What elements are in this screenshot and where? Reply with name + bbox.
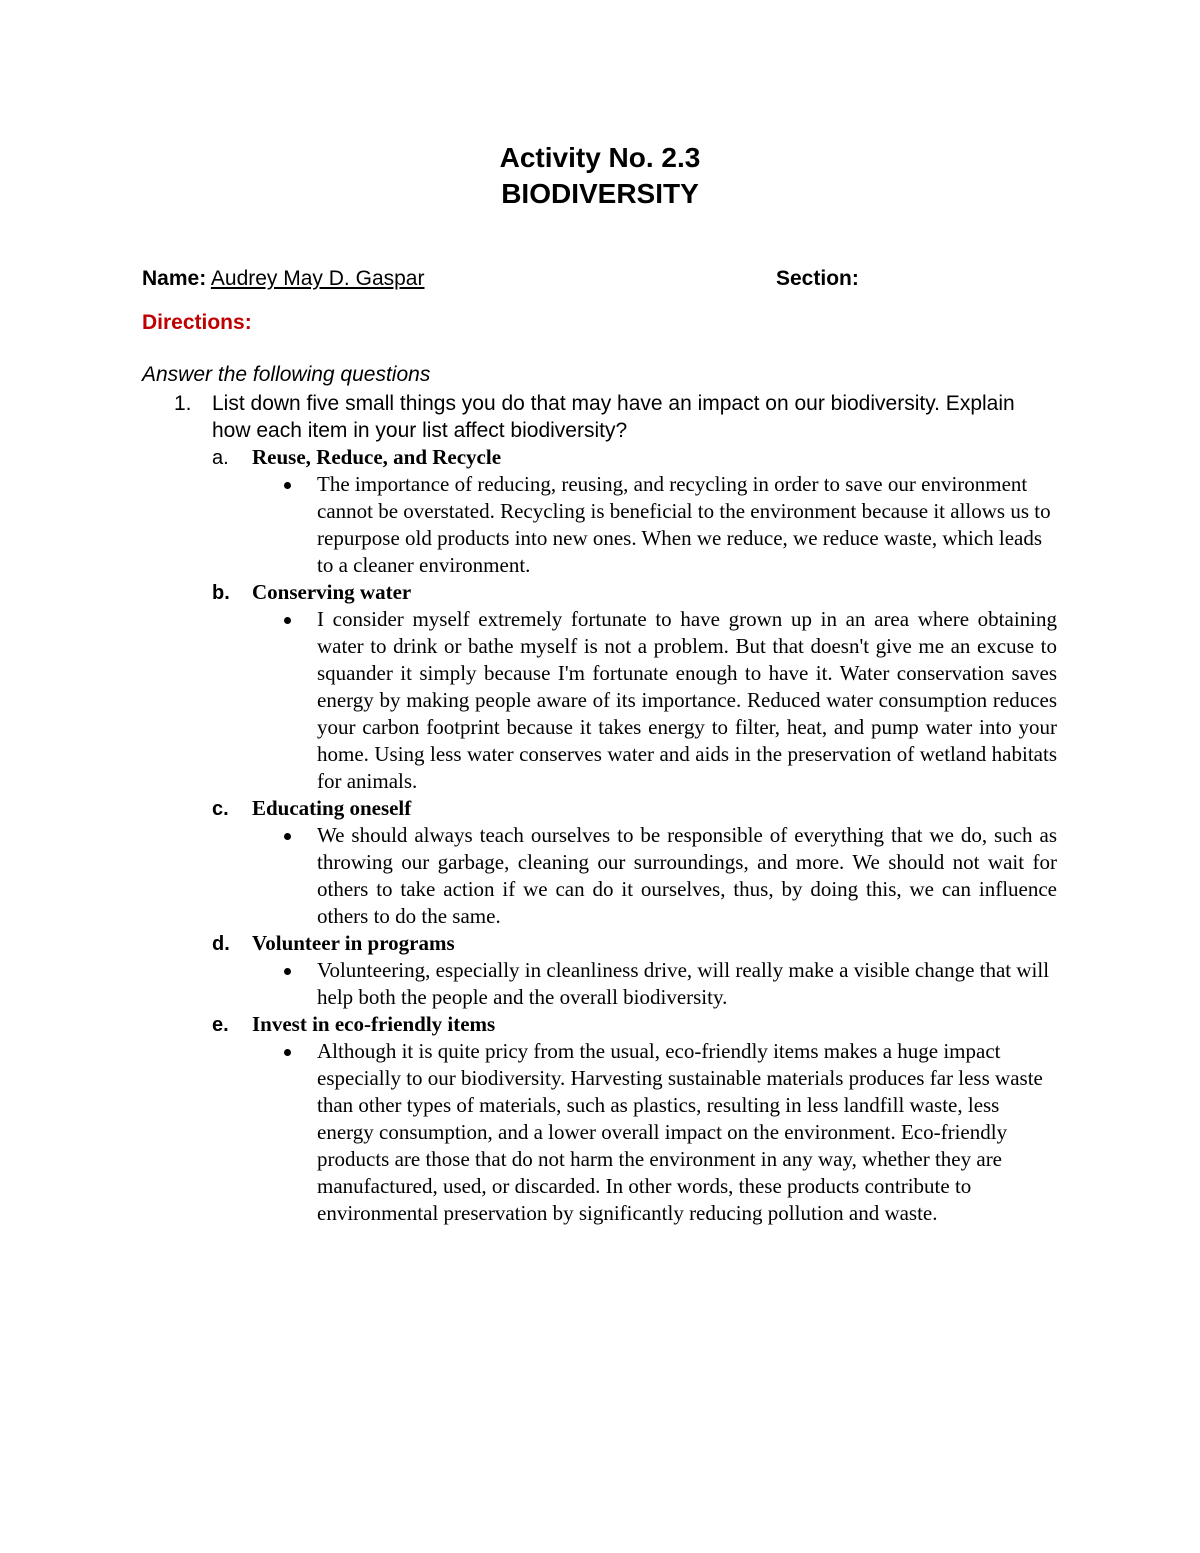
answer-heading — [212, 930, 1062, 957]
question-1 — [174, 390, 1054, 444]
bullet-icon — [284, 1049, 291, 1056]
answer-explanation: Although it is quite pricy from the usual, eco-friendly items makes a huge impact especially to our biodiversity. Harvesting sustainable materials produces far less waste than other types of materials, such as plastics, resulting in less landfill waste, less energy consumption, and a lower overall impact on the environment. Eco-friendly products are those that do not harm the environment in any way, whether they are manufactured, used, or discarded. In other words, these products contribute to environmental preservation by significantly reducing pollution and waste. — [317, 1039, 1043, 1225]
answer-explanation: We should always teach ourselves to be responsible of everything that we do, such as throwing our garbage, cleaning our surroundings, and more. We should not wait for others to take action if we can do it ourselves, thus, by doing this, we can influence others to do the same. — [317, 823, 1057, 928]
bullet-icon — [284, 968, 291, 975]
answer-heading — [212, 579, 1062, 606]
answer-title: Volunteer in programs — [252, 931, 455, 955]
answer-item — [212, 930, 1062, 1011]
answer-bullet — [212, 822, 1062, 930]
answer-list — [212, 444, 1062, 1227]
answer-title: Educating oneself — [252, 796, 412, 820]
bullet-icon — [284, 833, 291, 840]
answer-explanation: The importance of reducing, reusing, and recycling in order to save our environment cannot be overstated. Recycling is beneficial to the environment because it allows us to repurpose old products into new ones. When we reduce, we reduce waste, which leads to a cleaner environment. — [317, 472, 1051, 577]
activity-title: Activity No. 2.3 — [499, 142, 701, 173]
topic-title: BIODIVERSITY — [501, 178, 699, 209]
question-number: 1. — [174, 392, 192, 415]
answer-letter: b. — [212, 582, 230, 604]
bullet-icon — [284, 617, 291, 624]
name-row — [142, 264, 1042, 294]
answer-item — [212, 579, 1062, 795]
answer-letter: d. — [212, 933, 230, 955]
answer-title: Invest in eco-friendly items — [252, 1012, 496, 1036]
answer-bullet — [212, 606, 1062, 795]
answer-heading — [212, 795, 1062, 822]
answer-item — [212, 1011, 1062, 1227]
answer-letter: a. — [212, 447, 229, 469]
answer-heading — [212, 1011, 1062, 1038]
answer-title: Conserving water — [252, 580, 412, 604]
answer-letter: e. — [212, 1014, 229, 1036]
answer-explanation: I consider myself extremely fortunate to have grown up in an area where obtaining water to drink or bathe myself is not a problem. But that doesn't give me an excuse to squander it simply because I'm fortunate enough to have it. Water conservation saves energy by making people aware of its importance. Reduced water consumption reduces your carbon footprint because it takes energy to filter, heat, and pump water into your home. Using less water conserves water and aids in the preservation of wetland habitats for animals. — [317, 607, 1057, 793]
name-label: Name: — [142, 267, 207, 290]
instruction-text: Answer the following questions — [142, 363, 431, 386]
title-block — [0, 140, 1200, 212]
directions-label: Directions: — [142, 311, 252, 334]
answer-explanation: Volunteering, especially in cleanliness drive, will really make a visible change that will help both the people and the overall biodiversity. — [317, 958, 1050, 1009]
answer-bullet — [212, 957, 1062, 1011]
answer-letter: c. — [212, 798, 229, 820]
section-label: Section: — [776, 267, 859, 290]
bullet-icon — [284, 482, 291, 489]
name-value: Audrey May D. Gaspar — [210, 267, 425, 290]
answer-bullet — [212, 471, 1062, 579]
answer-item — [212, 795, 1062, 930]
answer-title: Reuse, Reduce, and Recycle — [252, 445, 502, 469]
answer-heading — [212, 444, 1062, 471]
question-text: List down five small things you do that may have an impact on our biodiversity. Explain how each item in your list affect biodiversity? — [212, 392, 1015, 442]
answer-bullet — [212, 1038, 1062, 1227]
answer-item — [212, 444, 1062, 579]
